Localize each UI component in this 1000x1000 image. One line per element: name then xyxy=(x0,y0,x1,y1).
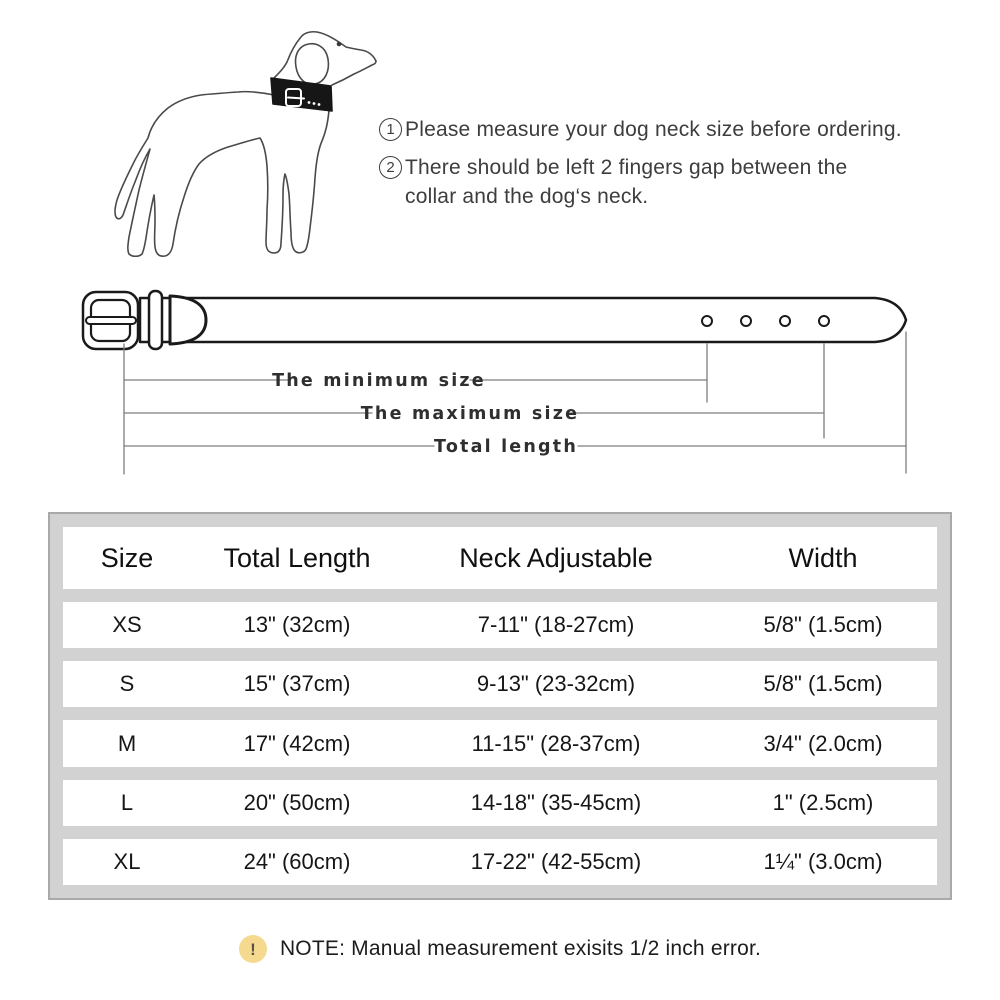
cell-width: 1¼" (3.0cm) xyxy=(763,848,883,874)
instruction-item-2 xyxy=(379,153,969,211)
dog-body-outline xyxy=(115,92,329,257)
dog-jaw-outline xyxy=(332,61,376,85)
cell-neck-adjustable: 9-13" (23-32cm) xyxy=(476,671,636,697)
minimum-size-label: The minimum size xyxy=(272,371,486,391)
header-total-length: Total Length xyxy=(223,542,371,573)
note-text: NOTE: Manual measurement exisits 1/2 inch error. xyxy=(279,937,762,960)
cell-total-length: 20" (50cm) xyxy=(243,789,351,815)
warning-icon: ! xyxy=(239,935,267,963)
dog-collar-buckle-prong xyxy=(288,98,304,99)
dog-collar-hole-dot xyxy=(318,103,321,106)
cell-size: XL xyxy=(113,848,141,874)
cell-total-length: 24" (60cm) xyxy=(243,848,351,874)
maximum-size-label: The maximum size xyxy=(360,404,580,424)
cell-total-length: 15" (37cm) xyxy=(243,671,351,697)
cell-total-length: 17" (42cm) xyxy=(243,730,351,756)
cell-neck-adjustable: 7-11" (18-27cm) xyxy=(477,612,635,638)
header-width: Width xyxy=(788,542,858,573)
collar-keeper-loop xyxy=(149,291,162,349)
sizing-table xyxy=(48,512,952,900)
dog-collar-hole-dot xyxy=(308,101,311,104)
collar-hole xyxy=(702,316,712,326)
circled-number-1-icon: 1 xyxy=(379,118,402,141)
cell-width: 1" (2.5cm) xyxy=(772,789,874,815)
dog-illustration xyxy=(78,8,398,278)
cell-size: S xyxy=(119,671,135,697)
cell-size: L xyxy=(120,789,134,815)
instruction-item-1 xyxy=(379,115,969,144)
cell-size: XS xyxy=(112,612,142,638)
table-row-l xyxy=(63,780,937,826)
collar-hole xyxy=(819,316,829,326)
dog-collar-hole-dot xyxy=(313,102,316,105)
table-header-row xyxy=(63,527,937,589)
dog-ear xyxy=(295,44,328,85)
total-length-label: Total length xyxy=(434,437,578,457)
instruction-2-line1: There should be left 2 fingers gap between the xyxy=(405,156,848,179)
circled-number-2-icon: 2 xyxy=(379,156,402,179)
cell-width: 5/8" (1.5cm) xyxy=(763,671,883,697)
cell-total-length: 13" (32cm) xyxy=(243,612,351,638)
table-row-m xyxy=(63,720,937,766)
note-row xyxy=(0,932,1000,966)
collar-hole xyxy=(780,316,790,326)
collar-buckle-prong xyxy=(86,317,136,324)
dog-eye xyxy=(337,42,342,47)
header-size: Size xyxy=(100,542,154,573)
table-row-s xyxy=(63,661,937,707)
cell-neck-adjustable: 14-18" (35-45cm) xyxy=(470,789,642,815)
instructions xyxy=(379,115,969,220)
header-neck-adjustable: Neck Adjustable xyxy=(459,542,653,573)
cell-width: 5/8" (1.5cm) xyxy=(763,612,883,638)
instruction-1-text: Please measure your dog neck size before ordering. xyxy=(405,118,902,141)
cell-size: M xyxy=(117,730,137,756)
table-row-xs xyxy=(63,602,937,648)
cell-neck-adjustable: 11-15" (28-37cm) xyxy=(471,730,641,756)
cell-width: 3/4" (2.0cm) xyxy=(763,730,883,756)
cell-neck-adjustable: 17-22" (42-55cm) xyxy=(470,848,642,874)
collar-strap xyxy=(140,298,906,342)
collar-hole xyxy=(741,316,751,326)
table-row-xl xyxy=(63,839,937,885)
collar-measurement-diagram xyxy=(0,278,1000,498)
instruction-2-line2: collar and the dog‘s neck. xyxy=(405,185,649,208)
